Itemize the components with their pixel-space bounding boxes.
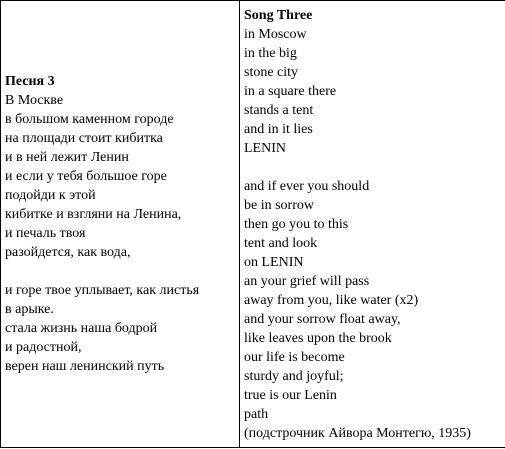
verse-line: like leaves upon the brook <box>244 330 392 346</box>
verse-line: и печаль твоя <box>5 226 86 241</box>
verse-line: на площади стоит кибитка <box>5 131 163 146</box>
verse-line: stands a tent <box>244 102 314 118</box>
verse-line: стала жизнь наша бодрой <box>5 321 158 336</box>
verse-line: stone city <box>244 64 299 80</box>
verse-line: our life is become <box>244 349 345 365</box>
verse-line: path <box>244 406 269 422</box>
verse-line: true is our Lenin <box>244 387 337 403</box>
verse-line: кибитке и взгляни на Ленина, <box>5 207 182 222</box>
verse-line: В Москве <box>5 93 64 108</box>
english-song-title: Song Three <box>244 7 313 23</box>
english-lines <box>244 25 505 443</box>
table-row <box>1 1 505 448</box>
verse-line: and your sorrow float away, <box>244 311 401 327</box>
russian-song-title: Песня 3 <box>5 74 55 89</box>
verse-line: in a square there <box>244 83 337 99</box>
verse-line: и радостной, <box>5 340 82 355</box>
verse-line: be in sorrow <box>244 197 314 213</box>
verse-line: подойди к этой <box>5 188 96 203</box>
verse-line: в большом каменном городе <box>5 112 174 127</box>
verse-line: sturdy and joyful; <box>244 368 344 384</box>
verse-line: an your grief will pass <box>244 273 370 289</box>
russian-text-cell <box>1 1 240 448</box>
verse-line: и если у тебя большое горе <box>5 169 167 184</box>
verse-line: (подстрочник Айвора Монтегю, 1935) <box>244 425 471 441</box>
english-text-cell <box>240 1 505 448</box>
verse-line: разойдется, как вода, <box>5 245 131 260</box>
verse-line: в арыке. <box>5 302 54 317</box>
verse-line: и в ней лежит Ленин <box>5 150 129 165</box>
verse-line: away from you, like water (x2) <box>244 292 419 308</box>
verse-line <box>244 158 505 177</box>
russian-lines <box>5 91 236 376</box>
verse-line: LENIN <box>244 140 286 156</box>
verse-line: in the big <box>244 45 297 61</box>
verse-line: and in it lies <box>244 121 313 137</box>
verse-line: then go you to this <box>244 216 349 232</box>
verse-line: in Moscow <box>244 26 307 42</box>
verse-line: и горе твое уплывает, как листья <box>5 283 200 298</box>
verse-line: верен наш ленинский путь <box>5 359 165 374</box>
verse-line <box>5 262 236 281</box>
verse-line: tent and look <box>244 235 318 251</box>
verse-line: on LENIN <box>244 254 304 270</box>
verse-line: and if ever you should <box>244 178 370 194</box>
